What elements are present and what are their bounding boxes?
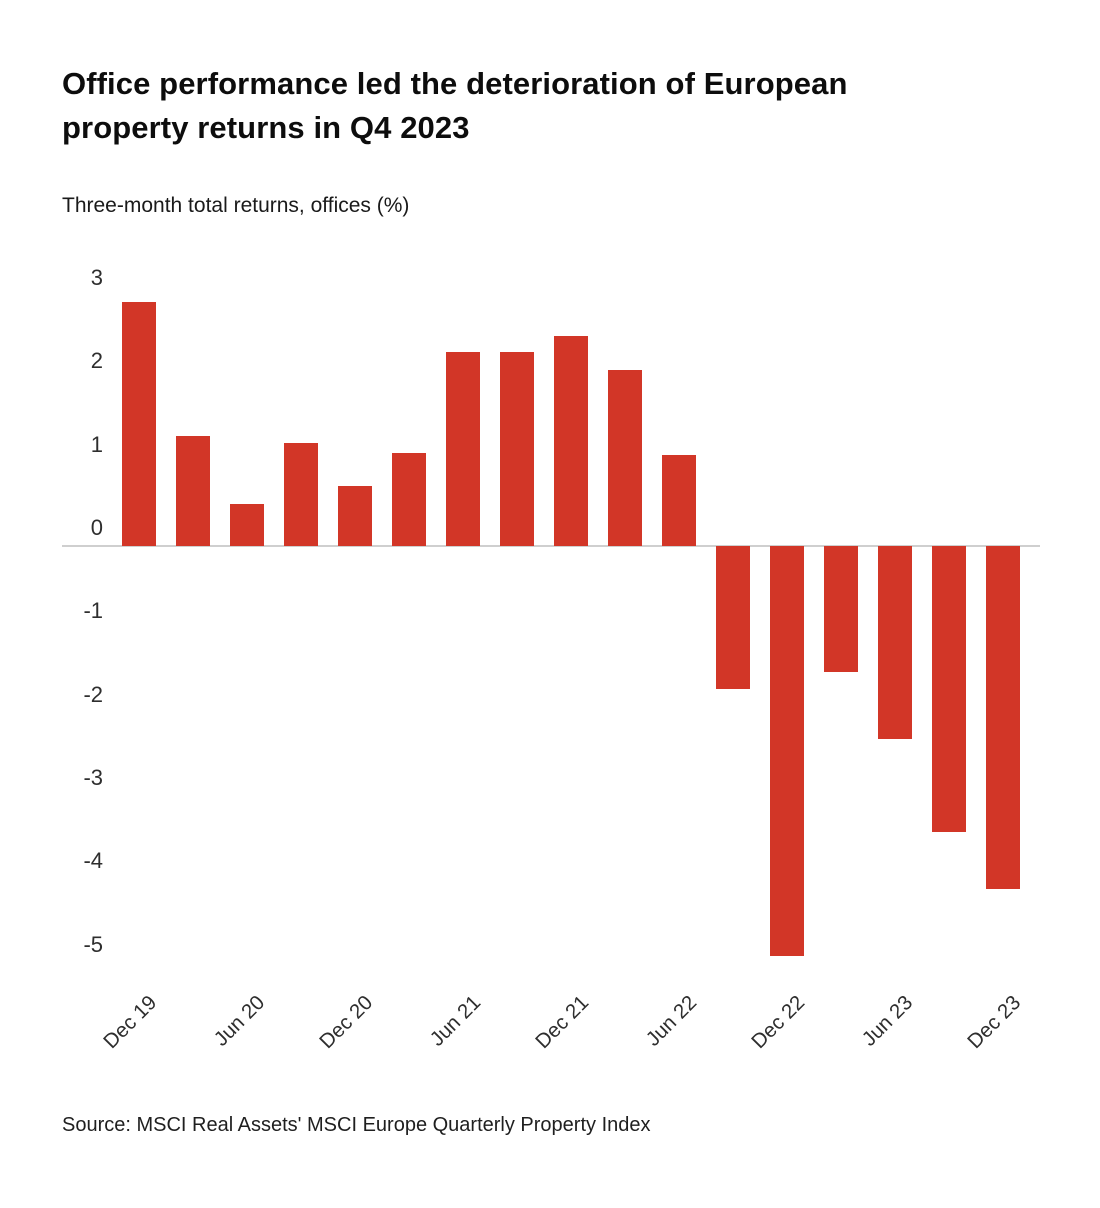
bar-dec-20 (338, 486, 372, 546)
y-tick-label: -1 (83, 598, 103, 624)
bar-sep-21 (500, 352, 534, 546)
y-tick-label: 0 (90, 515, 103, 540)
bar-mar-20 (176, 436, 210, 546)
bar-dec-21 (554, 336, 588, 546)
bar-sep-23 (932, 546, 966, 832)
x-tick-label: Jun 20 (209, 991, 270, 1051)
bar-dec-19 (122, 302, 156, 546)
y-tick-label: -4 (83, 848, 103, 874)
y-tick-label: -2 (83, 681, 103, 707)
bar-sep-20 (284, 443, 318, 546)
bar-jun-21 (446, 352, 480, 546)
bar-sep-22 (716, 546, 750, 689)
bar-jun-20 (230, 504, 264, 546)
x-tick-label: Dec 20 (315, 991, 378, 1054)
bar-dec-22 (770, 546, 804, 956)
x-tick-label: Dec 22 (747, 991, 810, 1054)
y-tick-label: 3 (90, 265, 103, 291)
x-tick-label: Dec 23 (963, 991, 1026, 1054)
y-tick-label: 2 (90, 348, 103, 374)
x-tick-label: Dec 19 (99, 991, 162, 1054)
bar-mar-21 (392, 453, 426, 546)
bar-jun-22 (662, 455, 696, 546)
x-tick-label: Jun 22 (641, 991, 702, 1051)
bar-mar-23 (824, 546, 858, 672)
source-note: Source: MSCI Real Assets' MSCI Europe Quarterly Property Index (62, 1114, 651, 1136)
x-tick-label: Jun 23 (857, 991, 918, 1051)
chart-title: Office performance led the deterioration of European property returns in Q4 2023 (62, 66, 848, 145)
y-tick-label: -5 (83, 931, 103, 957)
x-tick-label: Jun 21 (425, 991, 486, 1051)
bar-dec-23 (986, 546, 1020, 889)
bar-jun-23 (878, 546, 912, 739)
bar-mar-22 (608, 370, 642, 546)
x-tick-label: Dec 21 (531, 991, 594, 1054)
chart-subtitle: Three-month total returns, offices (%) (62, 194, 410, 217)
y-tick-label: 1 (90, 431, 103, 457)
y-tick-label: -3 (83, 764, 103, 790)
